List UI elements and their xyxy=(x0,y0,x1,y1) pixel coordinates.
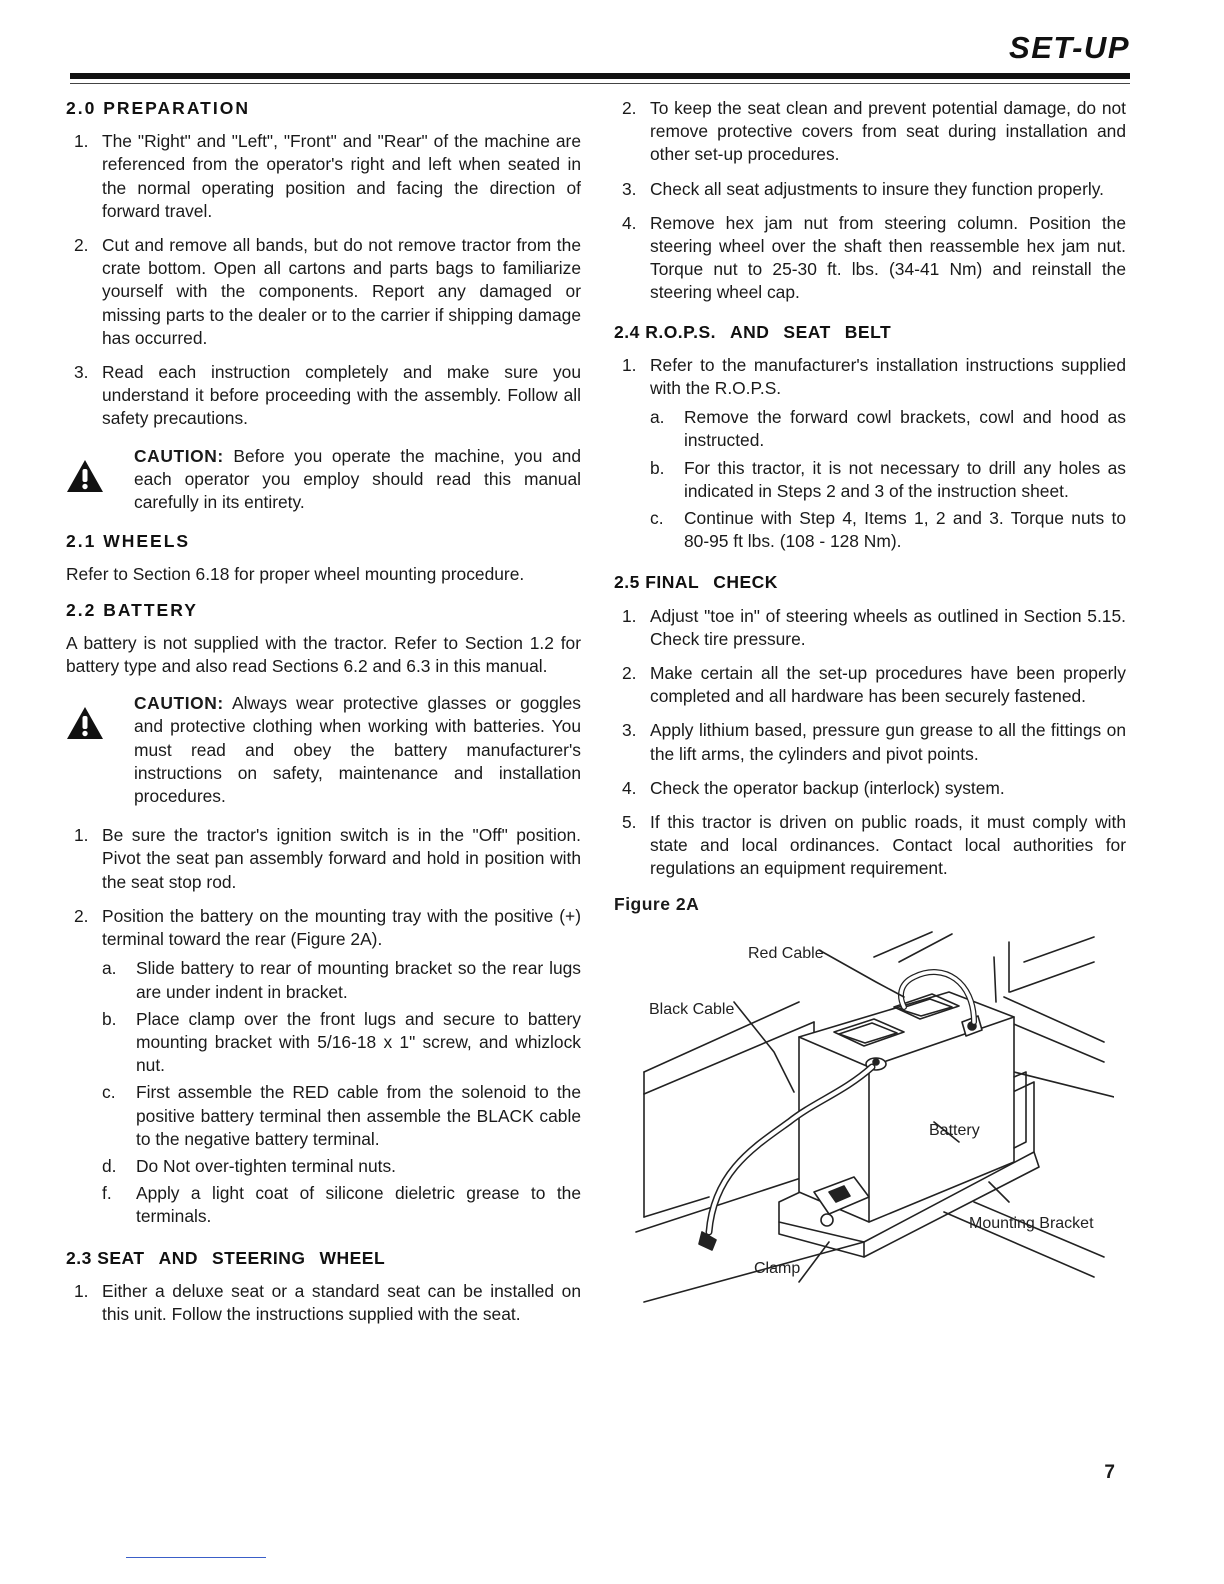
caution-block xyxy=(66,692,581,808)
sub-item-letter: c. xyxy=(650,508,664,529)
section-heading-wheels: 2.1 WHEELS xyxy=(66,531,191,552)
item-number: 4. xyxy=(622,777,637,798)
heading-part: 2.3 SEAT xyxy=(66,1247,145,1268)
sub-item-letter: b. xyxy=(102,1008,117,1029)
left-column xyxy=(66,97,581,1337)
figure-label-black-cable: Black Cable xyxy=(649,1000,735,1018)
sub-item-letter: d. xyxy=(102,1155,117,1176)
heading-part: AND xyxy=(729,321,770,342)
item-number: 3. xyxy=(622,178,637,199)
right-column xyxy=(614,97,1126,1312)
item-text: Remove hex jam nut from steering column. Position the steering wheel over the shaft then reassemble hex jam nut. Torque nut to 25-30 ft. lbs. (34-41 Nm) and reinstall the steering wheel cap. xyxy=(650,212,1126,303)
sub-item-text: Apply a light coat of silicone dieletric grease to the terminals. xyxy=(136,1183,581,1227)
heading-part: AND xyxy=(158,1247,198,1268)
heading-part: BELT xyxy=(844,321,892,342)
paragraph: Refer to Section 6.18 for proper wheel mounting procedure. xyxy=(66,564,525,585)
header-rule-thin xyxy=(70,83,1130,84)
item-text: Adjust "toe in" of steering wheels as outlined in Section 5.15. Check tire pressure. xyxy=(650,605,1126,649)
heading-part: WHEEL xyxy=(319,1247,386,1268)
list-item xyxy=(614,605,1126,651)
item-text: The "Right" and "Left", "Front" and "Rear" of the machine are referenced from the operator's right and left when seated in the normal operating position and facing the direction of forward travel. xyxy=(102,131,581,221)
item-text: Make certain all the set-up procedures have been properly completed and all hardware has been securely fastened. xyxy=(650,663,1126,707)
item-number: 4. xyxy=(622,212,637,233)
sub-item xyxy=(66,1008,581,1078)
item-text: If this tractor is driven on public roads, it must comply with state and local ordinances. Contact local authorities for regulations an equipment requirement. xyxy=(650,812,1126,879)
item-text: Read each instruction completely and make sure you understand it before proceeding with the assembly. Follow all safety precautions. xyxy=(102,362,581,429)
list-item xyxy=(614,354,1126,400)
sub-item-text: Remove the forward cowl brackets, cowl and hood as instructed. xyxy=(684,407,1126,451)
caution-label: CAUTION: xyxy=(134,445,224,466)
paragraph: A battery is not supplied with the tractor. Refer to Section 1.2 for battery type and also read Sections 6.2 and 6.3 in this manual. xyxy=(66,632,581,677)
sub-item xyxy=(66,1182,581,1228)
page-number: 7 xyxy=(1104,1462,1115,1483)
list-item xyxy=(66,905,581,951)
sub-item-letter: b. xyxy=(650,457,665,478)
sub-item-letter: a. xyxy=(650,407,665,428)
page-header-title: SET-UP xyxy=(1009,30,1130,65)
battery-installation-diagram xyxy=(614,922,1114,1312)
sub-item-letter: c. xyxy=(102,1082,116,1103)
battery-figure xyxy=(614,922,1114,1312)
item-text: To keep the seat clean and prevent potential damage, do not remove protective covers from seat during installation and other set-up procedures. xyxy=(650,98,1126,165)
footer-line xyxy=(126,1557,266,1558)
warning-triangle-icon xyxy=(66,706,104,740)
sub-item-text: Place clamp over the front lugs and secure to battery mounting bracket with 5/16-18 x 1" screw, and whizlock nut. xyxy=(136,1008,581,1076)
sub-item xyxy=(66,1081,581,1151)
heading-part: 2.4 R.O.P.S. xyxy=(614,321,716,342)
item-number: 2. xyxy=(622,663,637,684)
heading-part: STEERING xyxy=(212,1247,306,1268)
list-item xyxy=(614,719,1126,765)
figure-caption: Figure 2A xyxy=(614,893,700,914)
list-item xyxy=(66,130,581,223)
item-number: 2. xyxy=(74,905,89,926)
item-number: 1. xyxy=(622,354,637,375)
sub-item-text: Continue with Step 4, Items 1, 2 and 3. Torque nuts to 80-95 ft lbs. (108 - 128 Nm). xyxy=(684,508,1126,552)
item-number: 1. xyxy=(74,131,89,152)
caution-text: Always wear protective glasses or goggles and protective clothing when working with batteries. You must read and obey the battery manufacturer's instructions on safety, maintenance and installation procedures. xyxy=(134,693,582,807)
figure-label-mounting-bracket: Mounting Bracket xyxy=(969,1214,1094,1232)
sub-item xyxy=(614,507,1126,553)
figure-label-clamp: Clamp xyxy=(754,1259,801,1277)
list-item xyxy=(614,777,1126,800)
section-heading-battery: 2.2 BATTERY xyxy=(66,599,198,620)
sub-item xyxy=(614,406,1126,452)
item-text: Either a deluxe seat or a standard seat can be installed on this unit. Follow the instructions supplied with the seat. xyxy=(102,1280,581,1324)
sub-item xyxy=(66,1155,581,1178)
item-number: 5. xyxy=(622,812,637,833)
item-text: Check all seat adjustments to insure they function properly. xyxy=(650,178,1104,199)
list-item xyxy=(614,97,1126,167)
section-heading-preparation: 2.0 PREPARATION xyxy=(66,98,250,118)
warning-triangle-icon xyxy=(66,459,104,493)
caution-block xyxy=(66,445,581,515)
section-heading-rops xyxy=(614,321,1126,344)
heading-part: SEAT xyxy=(783,321,831,342)
sub-item xyxy=(614,457,1126,503)
section-heading-final-check xyxy=(614,571,1126,594)
list-item xyxy=(66,234,581,350)
item-number: 1. xyxy=(74,1280,89,1301)
item-text: Apply lithium based, pressure gun grease to all the fittings on the lift arms, the cylinders and pivot points. xyxy=(650,720,1126,764)
sub-item-text: Do Not over-tighten terminal nuts. xyxy=(136,1155,397,1176)
item-number: 1. xyxy=(622,605,637,626)
heading-part: CHECK xyxy=(713,572,778,593)
sub-item-letter: a. xyxy=(102,958,117,979)
sub-item-text: Slide battery to rear of mounting bracket so the rear lugs are under indent in bracket. xyxy=(136,958,581,1002)
figure-label-red-cable: Red Cable xyxy=(748,944,824,962)
item-text: Refer to the manufacturer's installation instructions supplied with the R.O.P.S. xyxy=(650,354,1126,399)
list-item xyxy=(614,178,1126,201)
item-number: 2. xyxy=(74,235,89,256)
list-item xyxy=(66,1280,581,1326)
list-item xyxy=(614,212,1126,305)
sub-item-letter: f. xyxy=(102,1183,112,1204)
section-heading-seat-steering xyxy=(66,1247,581,1270)
heading-part: 2.5 FINAL xyxy=(614,572,700,593)
sub-item xyxy=(66,957,581,1003)
item-number: 3. xyxy=(74,362,89,383)
item-number: 3. xyxy=(622,720,637,741)
item-number: 1. xyxy=(74,825,89,846)
list-item xyxy=(614,662,1126,708)
caution-label: CAUTION: xyxy=(134,693,224,714)
header-rule xyxy=(70,73,1130,79)
item-text: Be sure the tractor's ignition switch is in the "Off" position. Pivot the seat pan assembly forward and hold in position with the seat stop rod. xyxy=(102,825,581,892)
list-item xyxy=(66,824,581,894)
item-text: Cut and remove all bands, but do not remove tractor from the crate bottom. Open all cartons and parts bags to familiarize yourself with the components. Report any damaged or missing parts to the dealer or to the carrier if shipping damage has occurred. xyxy=(102,235,581,348)
list-item xyxy=(66,361,581,431)
item-text: Check the operator backup (interlock) system. xyxy=(650,777,1005,798)
item-number: 2. xyxy=(622,98,637,118)
sub-item-text: For this tractor, it is not necessary to drill any holes as indicated in Steps 2 and 3 of the instruction sheet. xyxy=(684,457,1126,501)
figure-label-battery: Battery xyxy=(929,1121,980,1139)
list-item xyxy=(614,811,1126,881)
item-text: Position the battery on the mounting tray with the positive (+) terminal toward the rear (Figure 2A). xyxy=(102,905,581,950)
sub-item-text: First assemble the RED cable from the solenoid to the positive battery terminal then assemble the BLACK cable to the negative battery terminal. xyxy=(136,1082,581,1149)
caution-text: Before you operate the machine, you and each operator you employ should read this manual carefully in its entirety. xyxy=(134,445,581,513)
